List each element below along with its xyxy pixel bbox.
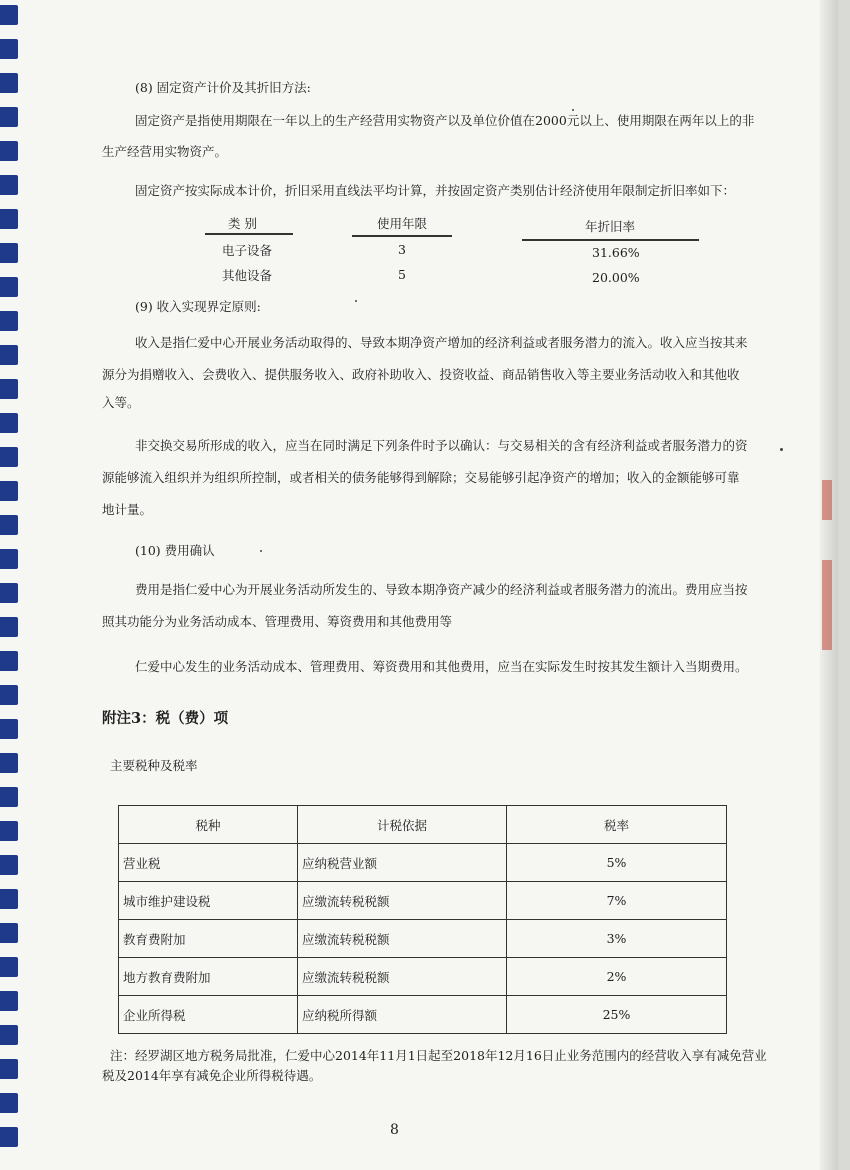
binding-ring (0, 5, 18, 25)
section-9-para2-line3: 地计量。 (102, 502, 153, 517)
binding-ring (0, 855, 18, 875)
section-9-para2-line1: 非交换交易所形成的收入，应当在同时满足下列条件时予以确认：与交易相关的含有经济利益或者服务潜力的资 (135, 438, 748, 453)
dep-row-1-years: 3 (398, 242, 406, 257)
binding-ring (0, 1059, 18, 1079)
binding-ring (0, 889, 18, 909)
section-10-para1-line1: 费用是指仁爱中心为开展业务活动所发生的、导致本期净资产减少的经济利益或者服务潜力的流出。费用应当按 (135, 582, 748, 597)
section-9-para1-line2: 源分为捐赠收入、会费收入、提供服务收入、政府补助收入、投资收益、商品销售收入等主要业务活动收入和其他收 (102, 367, 740, 382)
tax-rate-cell: 7% (507, 882, 727, 920)
tax-footnote-line1: 注：经罗湖区地方税务局批准，仁爱中心2014年11月1日起至2018年12月16日止业务范围内的经营收入享有减免营业 (110, 1048, 767, 1063)
tax-table-header-row (119, 806, 727, 844)
dep-header-rule-1 (205, 233, 293, 235)
bleed-mark (822, 560, 832, 650)
table-row (119, 844, 727, 882)
tax-basis-cell: 应缴流转税税额 (298, 920, 507, 958)
tax-rate-table (118, 805, 727, 1034)
binding-ring (0, 345, 18, 365)
tax-basis-cell: 应纳税所得额 (298, 996, 507, 1034)
section-9-para1-line3: 入等。 (102, 395, 140, 410)
scan-speck (780, 448, 783, 451)
binding-ring (0, 685, 18, 705)
bleed-mark (822, 480, 832, 520)
dep-header-rule-3 (522, 239, 699, 241)
binding-ring (0, 141, 18, 161)
table-row (119, 958, 727, 996)
section-8-para1-line1: 固定资产是指使用期限在一年以上的生产经营用实物资产以及单位价值在2000元以上、使用期限在两年以上的非 (135, 113, 755, 128)
binding-ring (0, 413, 18, 433)
binding-ring (0, 209, 18, 229)
binding-ring (0, 379, 18, 399)
table-row (119, 920, 727, 958)
dep-header-category: 类 别 (228, 216, 257, 231)
binding-ring (0, 107, 18, 127)
dep-row-1-rate: 31.66% (592, 245, 640, 260)
tax-type-cell: 营业税 (119, 844, 298, 882)
tax-type-cell: 教育费附加 (119, 920, 298, 958)
tax-rate-cell: 5% (507, 844, 727, 882)
table-row (119, 996, 727, 1034)
section-10-para2: 仁爱中心发生的业务活动成本、管理费用、筹资费用和其他费用，应当在实际发生时按其发生额计入当期费用。 (135, 659, 748, 674)
note-3-subtitle: 主要税种及税率 (110, 758, 198, 773)
binding-ring (0, 1093, 18, 1113)
tax-rate-cell: 3% (507, 920, 727, 958)
page-number: 8 (390, 1122, 399, 1138)
binding-ring (0, 617, 18, 637)
note-3-heading: 附注3：税（费）项 (102, 710, 229, 727)
binding-ring (0, 549, 18, 569)
tax-type-cell: 地方教育费附加 (119, 958, 298, 996)
tax-header-basis: 计税依据 (298, 806, 507, 844)
section-9-para1-line1: 收入是指仁爱中心开展业务活动取得的、导致本期净资产增加的经济利益或者服务潜力的流入。收入应当按其来 (135, 335, 748, 350)
section-8-para1-line2: 生产经营用实物资产。 (102, 144, 228, 159)
tax-header-type: 税种 (119, 806, 298, 844)
section-9-title: (9) 收入实现界定原则: (135, 299, 261, 314)
binding-ring (0, 991, 18, 1011)
binding-ring (0, 515, 18, 535)
tax-header-rate: 税率 (507, 806, 727, 844)
binding-ring (0, 923, 18, 943)
dep-row-2-years: 5 (398, 267, 406, 282)
scan-speck (260, 550, 262, 552)
section-10-para1-line2: 照其功能分为业务活动成本、管理费用、筹资费用和其他费用等 (102, 614, 453, 629)
table-row (119, 882, 727, 920)
binding-ring (0, 753, 18, 773)
binding-ring (0, 651, 18, 671)
binding-ring (0, 719, 18, 739)
tax-type-cell: 企业所得税 (119, 996, 298, 1034)
binding-ring (0, 1127, 18, 1147)
binding-ring (0, 39, 18, 59)
section-10-title: (10) 费用确认 (135, 543, 215, 558)
binding-ring (0, 1025, 18, 1045)
scan-speck (355, 300, 357, 302)
dep-header-rate: 年折旧率 (585, 219, 636, 234)
binding-ring (0, 481, 18, 501)
binding-ring (0, 175, 18, 195)
dep-header-years: 使用年限 (377, 216, 428, 231)
section-8-title: (8) 固定资产计价及其折旧方法: (135, 80, 311, 95)
section-9-para2-line2: 源能够流入组织并为组织所控制，或者相关的债务能够得到解除；交易能够引起净资产的增加；收入的金额能够可靠 (102, 470, 740, 485)
binding-ring (0, 447, 18, 467)
spiral-binding (0, 0, 20, 1170)
binding-ring (0, 277, 18, 297)
tax-type-cell: 城市维护建设税 (119, 882, 298, 920)
dep-row-2-category: 其他设备 (222, 268, 273, 283)
binding-ring (0, 821, 18, 841)
dep-row-2-rate: 20.00% (592, 270, 640, 285)
binding-ring (0, 583, 18, 603)
binding-ring (0, 243, 18, 263)
tax-footnote-line2: 税及2014年享有减免企业所得税待遇。 (102, 1068, 322, 1083)
tax-basis-cell: 应缴流转税税额 (298, 882, 507, 920)
scan-speck (572, 109, 574, 111)
section-8-para2: 固定资产按实际成本计价，折旧采用直线法平均计算，并按固定资产类别估计经济使用年限制定折旧率如下： (135, 183, 736, 198)
binding-ring (0, 787, 18, 807)
tax-basis-cell: 应缴流转税税额 (298, 958, 507, 996)
tax-basis-cell: 应纳税营业额 (298, 844, 507, 882)
tax-rate-cell: 2% (507, 958, 727, 996)
binding-ring (0, 957, 18, 977)
dep-row-1-category: 电子设备 (222, 243, 273, 258)
binding-ring (0, 73, 18, 93)
tax-rate-cell: 25% (507, 996, 727, 1034)
dep-header-rule-2 (352, 235, 452, 237)
binding-ring (0, 311, 18, 331)
